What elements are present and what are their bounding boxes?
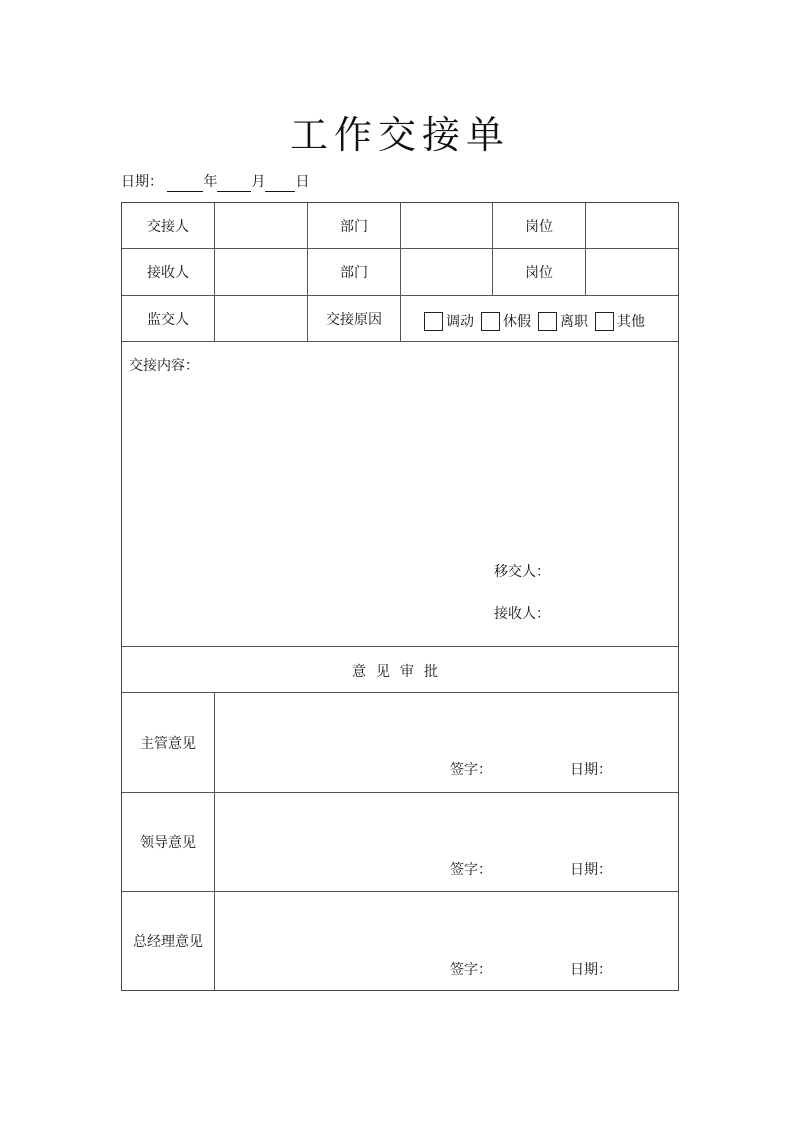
date-label[interactable]: 日期：: [570, 962, 612, 978]
department-label: 部门: [340, 265, 368, 281]
position-label: 岗位: [525, 265, 553, 281]
reason-checkboxes: [424, 306, 652, 336]
reason-option-label: 离职: [560, 314, 588, 330]
row-divider: [122, 341, 678, 342]
reason-option-transfer[interactable]: [424, 311, 474, 331]
sign-label[interactable]: 签字：: [450, 962, 492, 978]
day-label: 日: [295, 174, 310, 190]
department-label: 部门: [340, 218, 368, 235]
month-blank[interactable]: [217, 175, 251, 192]
page-title: 工作交接单: [289, 113, 510, 157]
gm-opinion-label: 总经理意见: [133, 934, 203, 950]
department-field[interactable]: [401, 203, 492, 248]
reason-option-label: 其他: [617, 314, 645, 330]
transferor-signature[interactable]: 移交人：: [494, 564, 550, 580]
reason-option-label: 休假: [503, 314, 531, 330]
supervisor-field[interactable]: [215, 296, 307, 341]
col-divider: [214, 692, 215, 990]
approval-section-title: 意见审批: [352, 664, 448, 680]
date-label[interactable]: 日期：: [570, 862, 612, 878]
sign-label[interactable]: 签字：: [450, 762, 492, 778]
checkbox[interactable]: [538, 312, 557, 331]
year-label: 年: [203, 174, 218, 190]
date-line: [121, 172, 309, 192]
reason-option-leave[interactable]: [481, 311, 531, 331]
handover-form: [121, 202, 679, 991]
supervisor-opinion-label: 主管意见: [140, 735, 196, 752]
receiver-label: 接收人: [147, 265, 189, 281]
reason-label: 交接原因: [326, 311, 382, 328]
position-field[interactable]: [586, 203, 678, 248]
month-label: 月: [251, 174, 266, 190]
year-blank[interactable]: [167, 175, 203, 192]
receiver-signature[interactable]: 接收人：: [494, 606, 550, 622]
content-label: 交接内容：: [129, 358, 199, 374]
checkbox[interactable]: [481, 312, 500, 331]
position-label: 岗位: [525, 218, 553, 235]
row-divider: [122, 646, 678, 647]
department-field[interactable]: [401, 249, 492, 295]
receiver-field[interactable]: [215, 249, 307, 295]
handover-person-label: 交接人: [147, 218, 189, 235]
leader-opinion-label: 领导意见: [140, 835, 196, 851]
position-field[interactable]: [586, 249, 678, 295]
day-blank[interactable]: [265, 175, 295, 192]
reason-option-other[interactable]: [595, 311, 645, 331]
reason-option-label: 调动: [446, 314, 474, 330]
reason-option-resign[interactable]: [538, 311, 588, 331]
date-label[interactable]: 日期：: [570, 762, 612, 778]
sign-label[interactable]: 签字：: [450, 862, 492, 878]
checkbox[interactable]: [424, 312, 443, 331]
handover-person-field[interactable]: [215, 203, 307, 248]
date-label: 日期：: [121, 174, 163, 190]
supervisor-label: 监交人: [147, 311, 189, 328]
checkbox[interactable]: [595, 312, 614, 331]
